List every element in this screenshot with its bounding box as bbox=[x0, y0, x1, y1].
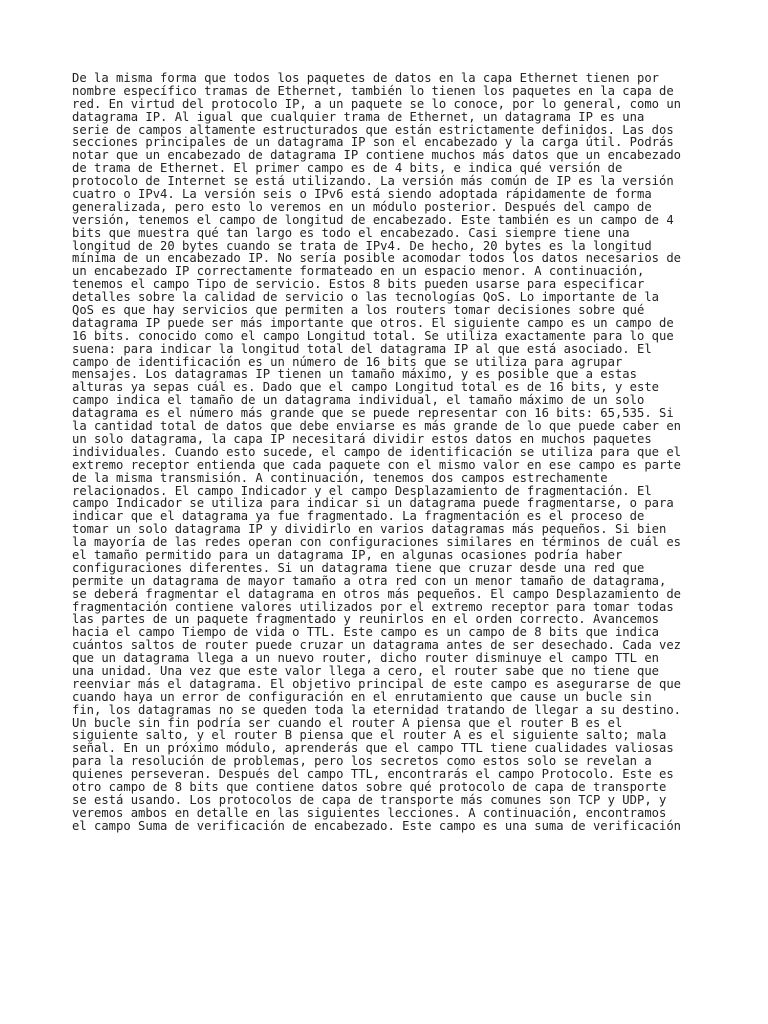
text-line: fin, los datagramas no se queden toda la eternidad tratando de llegar a su destino. bbox=[72, 702, 682, 717]
text-line: un encabezado IP correctamente formateado en un espacio menor. A continuación, bbox=[72, 264, 645, 279]
text-line: campo Indicador se utiliza para indicar si un datagrama puede fragmentarse, o para bbox=[72, 496, 674, 511]
text-line: 16 bits. conocido como el campo Longitud total. Se utiliza exactamente para lo que bbox=[72, 328, 674, 343]
text-line: relacionados. El campo Indicador y el campo Desplazamiento de fragmentación. El bbox=[72, 483, 652, 498]
text-line: datagrama IP puede ser más importante que otros. El siguiente campo es un campo de bbox=[72, 315, 674, 330]
text-line: alturas ya sepas cuál es. Dado que el campo Longitud total es de 16 bits, y este bbox=[72, 380, 659, 395]
text-line: para la resolución de problemas, pero los secretos como estos solo se revelan a bbox=[72, 754, 652, 769]
text-line: fragmentación contiene valores utilizados por el extremo receptor para tomar todas bbox=[72, 599, 674, 614]
text-line: detalles sobre la calidad de servicio o las tecnologías QoS. Lo importante de la bbox=[72, 290, 659, 305]
text-line: se está usando. Los protocolos de capa de transporte más comunes son TCP y UDP, y bbox=[72, 792, 667, 807]
body-text bbox=[72, 72, 712, 833]
text-line: las partes de un paquete fragmentado y reunirlos en el orden correcto. Avancemos bbox=[72, 612, 659, 627]
text-line: generalizada, pero esto lo veremos en un módulo posterior. Después del campo de bbox=[72, 199, 652, 214]
text-line: un solo datagrama, la capa IP necesitará dividir estos datos en muchos paquetes bbox=[72, 431, 652, 446]
text-line: de trama de Ethernet. El primer campo es de 4 bits, e indica qué versión de bbox=[72, 161, 623, 176]
text-line: el tamaño permitido para un datagrama IP, en algunas ocasiones podría haber bbox=[72, 547, 623, 562]
text-line: tomar un solo datagrama IP y dividirlo en varios datagramas más pequeños. Si bien bbox=[72, 522, 667, 537]
text-line: indicar que el datagrama ya fue fragmentado. La fragmentación es el proceso de bbox=[72, 509, 645, 524]
text-line: veremos ambos en detalle en las siguientes lecciones. A continuación, encontramos bbox=[72, 805, 667, 820]
text-line: suena: para indicar la longitud total del datagrama IP al que está asociado. El bbox=[72, 341, 652, 356]
text-line: la cantidad total de datos que debe enviarse es más grande de lo que puede caber en bbox=[72, 419, 682, 434]
text-line: individuales. Cuando esto sucede, el campo de identificación se utiliza para que el bbox=[72, 444, 682, 459]
text-line: secciones principales de un datagrama IP son el encabezado y la carga útil. Podrás bbox=[72, 135, 674, 150]
text-line: campo de identificación es un número de 16 bits que se utiliza para agrupar bbox=[72, 354, 623, 369]
text-line: el campo Suma de verificación de encabezado. Este campo es una suma de verificación bbox=[72, 818, 682, 833]
text-line: hacia el campo Tiempo de vida o TTL. Este campo es un campo de 8 bits que indica bbox=[72, 625, 659, 640]
text-line: nombre específico tramas de Ethernet, también lo tienen los paquetes en la capa de bbox=[72, 83, 674, 98]
text-line: otro campo de 8 bits que contiene datos sobre qué protocolo de capa de transporte bbox=[72, 779, 667, 794]
text-line: cuatro o IPv4. La versión seis o IPv6 está siendo adoptada rápidamente de forma bbox=[72, 187, 652, 202]
text-line: una unidad. Una vez que este valor llega a cero, el router sabe que no tiene que bbox=[72, 663, 659, 678]
text-line: De la misma forma que todos los paquetes de datos en la capa Ethernet tienen por bbox=[72, 71, 659, 85]
text-line: campo indica el tamaño de un datagrama individual, el tamaño máximo de un solo bbox=[72, 393, 645, 408]
text-line: reenviar más el datagrama. El objetivo principal de este campo es asegurarse de que bbox=[72, 676, 682, 691]
text-line: señal. En un próximo módulo, aprenderás que el campo TTL tiene cualidades valiosas bbox=[72, 741, 674, 756]
text-line: datagrama es el número más grande que se puede representar con 16 bits: 65,535. Si bbox=[72, 406, 674, 421]
text-line: QoS es que hay servicios que permiten a los routers tomar decisiones sobre qué bbox=[72, 303, 645, 318]
text-line: quienes perseveran. Después del campo TTL, encontrarás el campo Protocolo. Este es bbox=[72, 767, 674, 782]
text-line: notar que un encabezado de datagrama IP contiene muchos más datos que un encabezado bbox=[72, 148, 682, 163]
text-line: la mayoría de las redes operan con configuraciones similares en términos de cuál es bbox=[72, 535, 682, 550]
text-line: serie de campos altamente estructurados que están estrictamente definidos. Las dos bbox=[72, 122, 674, 137]
text-line: datagrama IP. Al igual que cualquier trama de Ethernet, un datagrama IP es una bbox=[72, 109, 645, 124]
text-line: bits que muestra qué tan largo es todo el encabezado. Casi siempre tiene una bbox=[72, 225, 630, 240]
text-line: que un datagrama llega a un nuevo router, dicho router disminuye el campo TTL en bbox=[72, 651, 659, 666]
text-line: red. En virtud del protocolo IP, a un paquete se lo conoce, por lo general, como un bbox=[72, 96, 682, 111]
text-line: extremo receptor entienda que cada paquete con el mismo valor en ese campo es parte bbox=[72, 457, 682, 472]
text-line: permite un datagrama de mayor tamaño a otra red con un menor tamaño de datagrama, bbox=[72, 573, 667, 588]
text-line: siguiente salto, y el router B piensa que el router A es el siguiente salto; mala bbox=[72, 728, 667, 743]
text-line: Un bucle sin fin podría ser cuando el router A piensa que el router B es el bbox=[72, 715, 623, 730]
text-line: mínima de un encabezado IP. No sería posible acomodar todos los datos necesarios de bbox=[72, 251, 682, 266]
text-line: se deberá fragmentar el datagrama en otros más pequeños. El campo Desplazamiento de bbox=[72, 586, 682, 601]
text-line: de la misma transmisión. A continuación, tenemos dos campos estrechamente bbox=[72, 470, 608, 485]
text-line: protocolo de Internet se está utilizando. La versión más común de IP es la versión bbox=[72, 174, 674, 189]
text-line: cuando haya un error de configuración en el enrutamiento que cause un bucle sin bbox=[72, 689, 652, 704]
text-line: mensajes. Los datagramas IP tienen un tamaño máximo, y es posible que a estas bbox=[72, 367, 637, 382]
text-line: tenemos el campo Tipo de servicio. Estos 8 bits pueden usarse para especificar bbox=[72, 277, 645, 292]
text-line: versión, tenemos el campo de longitud de encabezado. Este también es un campo de 4 bbox=[72, 212, 674, 227]
text-line: longitud de 20 bytes cuando se trata de IPv4. De hecho, 20 bytes es la longitud bbox=[72, 238, 652, 253]
text-line: cuántos saltos de router puede cruzar un datagrama antes de ser desechado. Cada vez bbox=[72, 638, 682, 653]
text-line: configuraciones diferentes. Si un datagrama tiene que cruzar desde una red que bbox=[72, 560, 645, 575]
